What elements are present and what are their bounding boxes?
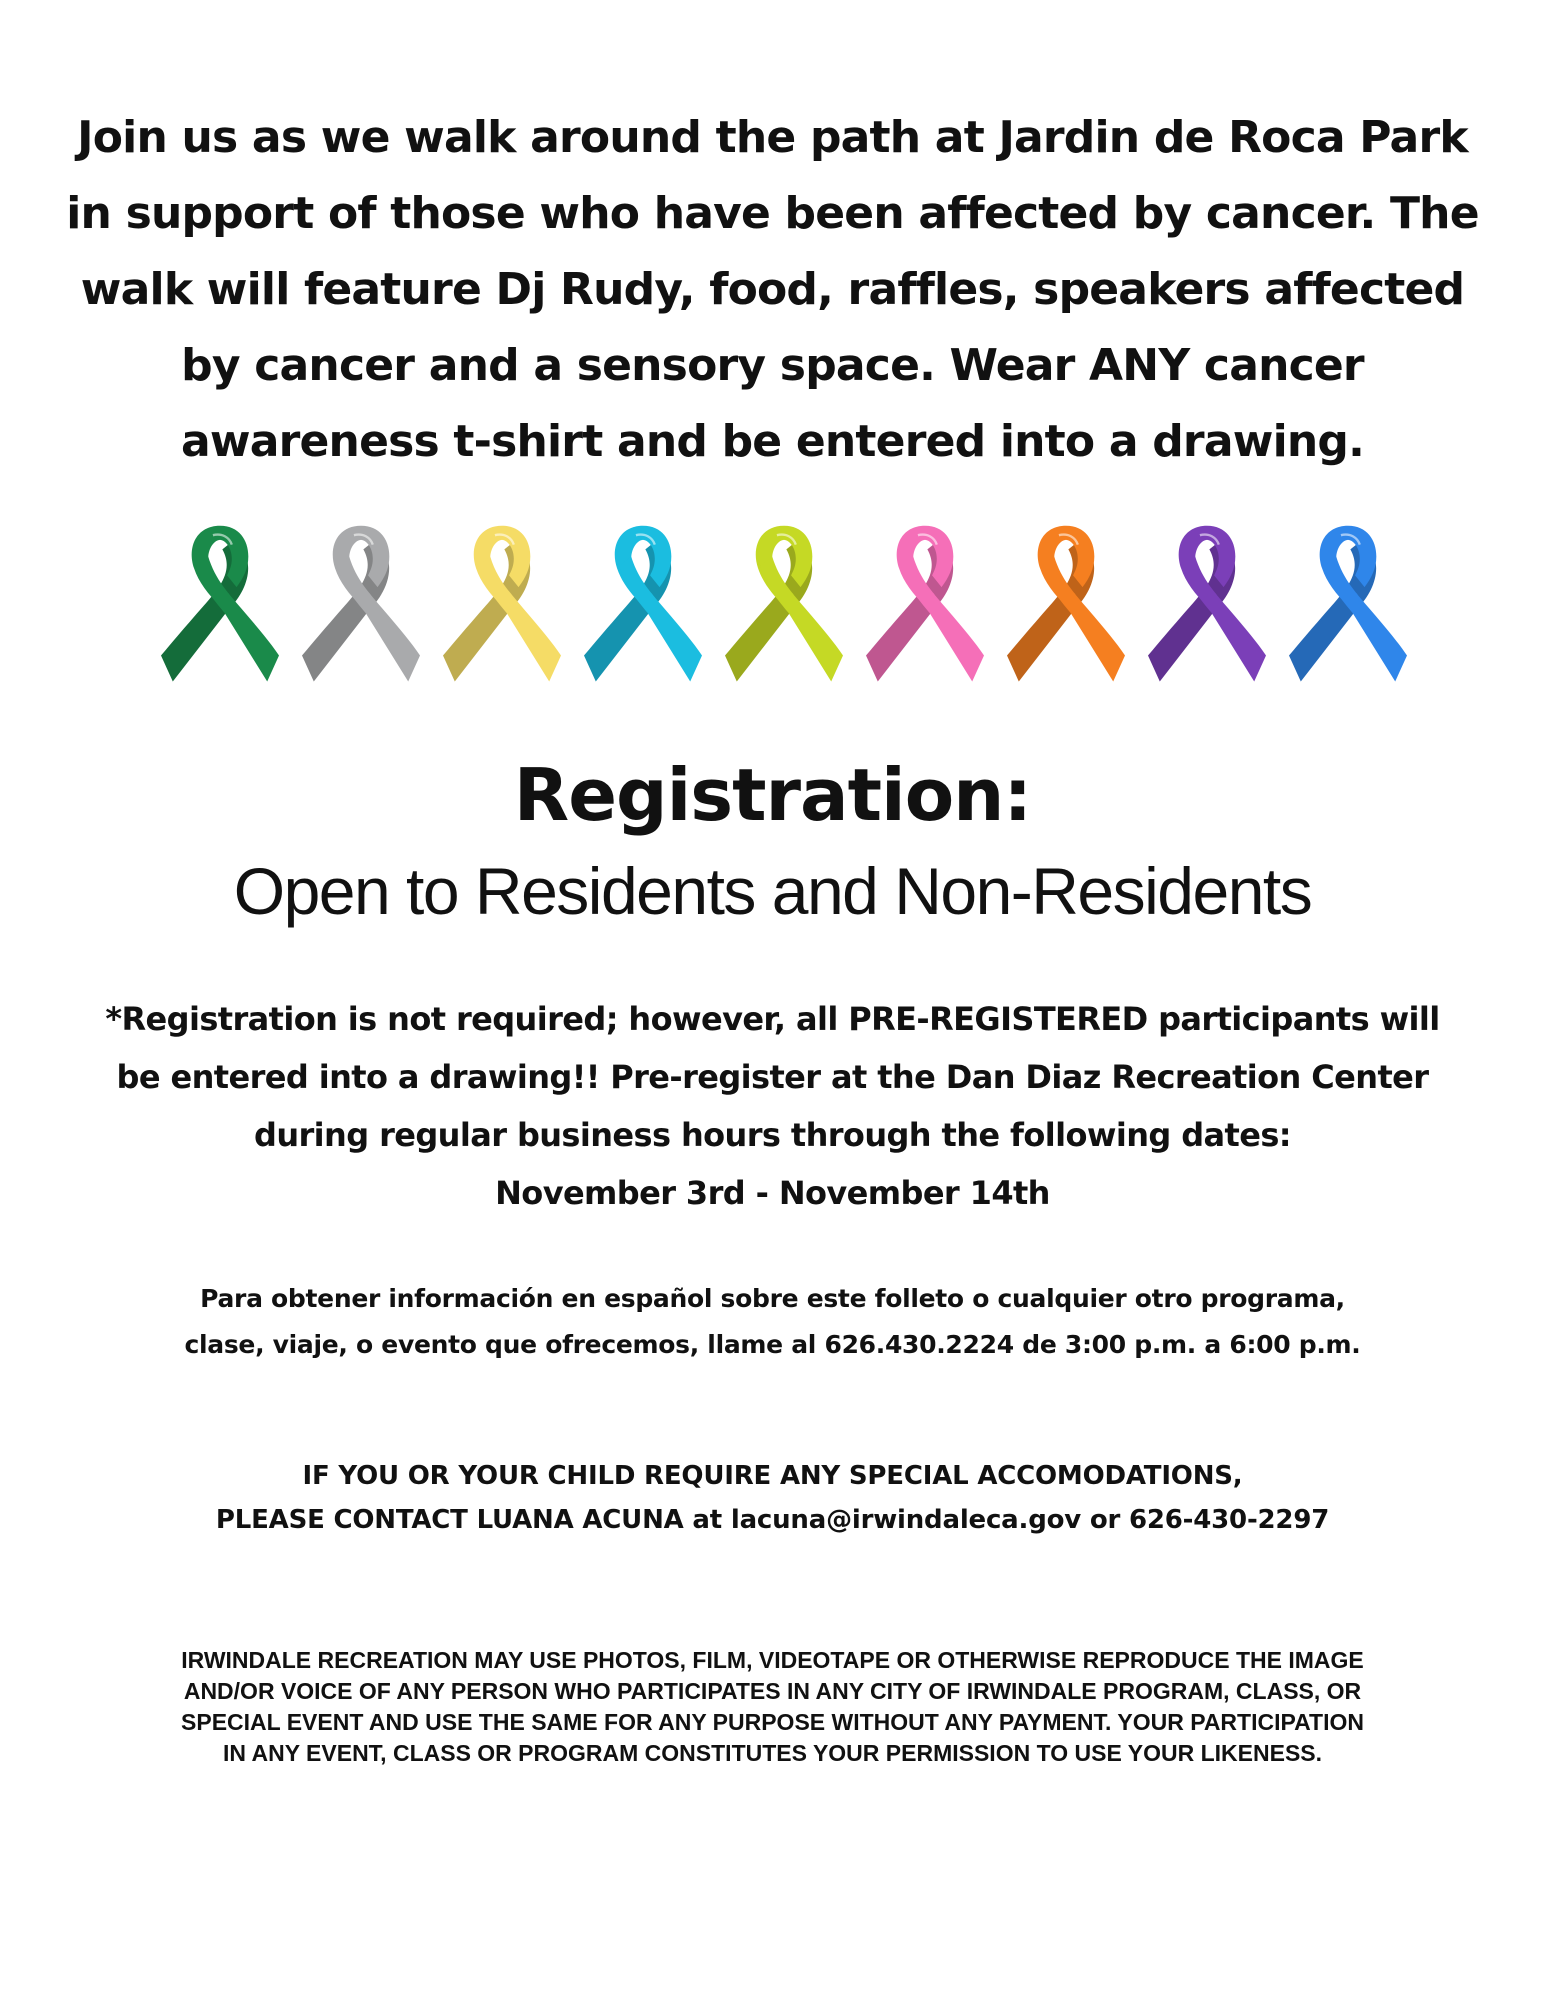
intro-line: by cancer and a sensory space. Wear ANY cancer xyxy=(181,340,1364,391)
registration-note-line: during regular business hours through the following dates: xyxy=(254,1116,1291,1154)
gray-ribbon-icon xyxy=(302,522,420,690)
awareness-ribbons-row xyxy=(0,522,1545,692)
disclaimer-line: IN ANY EVENT, CLASS OR PROGRAM CONSTITUTES YOUR PERMISSION TO USE YOUR LIKENESS. xyxy=(222,1740,1323,1766)
intro-paragraph xyxy=(0,100,1545,480)
registration-dates: November 3rd - November 14th xyxy=(495,1174,1050,1212)
disclaimer-line: SPECIAL EVENT AND USE THE SAME FOR ANY PURPOSE WITHOUT ANY PAYMENT. YOUR PARTICIPATION xyxy=(181,1709,1364,1735)
registration-subtitle: Open to Residents and Non-Residents xyxy=(233,854,1312,928)
intro-line: walk will feature Dj Rudy, food, raffles, speakers affected xyxy=(80,264,1465,315)
spanish-info xyxy=(0,1276,1545,1368)
accommodations-contact: PLEASE CONTACT LUANA ACUNA at lacuna@irwindaleca.gov or 626-430-2297 xyxy=(215,1505,1330,1535)
registration-title: Registration: xyxy=(513,753,1032,837)
green-ribbon-icon xyxy=(161,522,279,690)
disclaimer-line: IRWINDALE RECREATION MAY USE PHOTOS, FILM, VIDEOTAPE OR OTHERWISE REPRODUCE THE IMAGE xyxy=(181,1647,1364,1673)
lime-ribbon-icon xyxy=(725,522,843,690)
spanish-info-line: clase, viaje, o evento que ofrecemos, llame al 626.430.2224 de 3:00 p.m. a 6:00 p.m. xyxy=(184,1330,1361,1359)
disclaimer-line: AND/OR VOICE OF ANY PERSON WHO PARTICIPATES IN ANY CITY OF IRWINDALE PROGRAM, CLASS, OR xyxy=(183,1678,1362,1704)
yellow-ribbon-icon xyxy=(443,522,561,690)
accommodations-line: IF YOU OR YOUR CHILD REQUIRE ANY SPECIAL ACCOMODATIONS, xyxy=(302,1461,1243,1491)
intro-line: awareness t-shirt and be entered into a drawing. xyxy=(180,416,1364,467)
pink-ribbon-icon xyxy=(866,522,984,690)
purple-ribbon-icon xyxy=(1148,522,1266,690)
teal-ribbon-icon xyxy=(584,522,702,690)
blue-ribbon-icon xyxy=(1289,522,1407,690)
registration-note-line: *Registration is not required; however, all PRE-REGISTERED participants will xyxy=(105,1000,1440,1038)
registration-note xyxy=(0,990,1545,1222)
orange-ribbon-icon xyxy=(1007,522,1125,690)
intro-line: in support of those who have been affected by cancer. The xyxy=(66,188,1479,239)
intro-line: Join us as we walk around the path at Jardin de Roca Park xyxy=(77,112,1468,163)
spanish-info-line: Para obtener información en español sobre este folleto o cualquier otro programa, xyxy=(200,1284,1345,1313)
media-disclaimer xyxy=(0,1645,1545,1769)
registration-note-line: be entered into a drawing!! Pre-register at the Dan Diaz Recreation Center xyxy=(116,1058,1429,1096)
accommodations-notice xyxy=(0,1454,1545,1542)
